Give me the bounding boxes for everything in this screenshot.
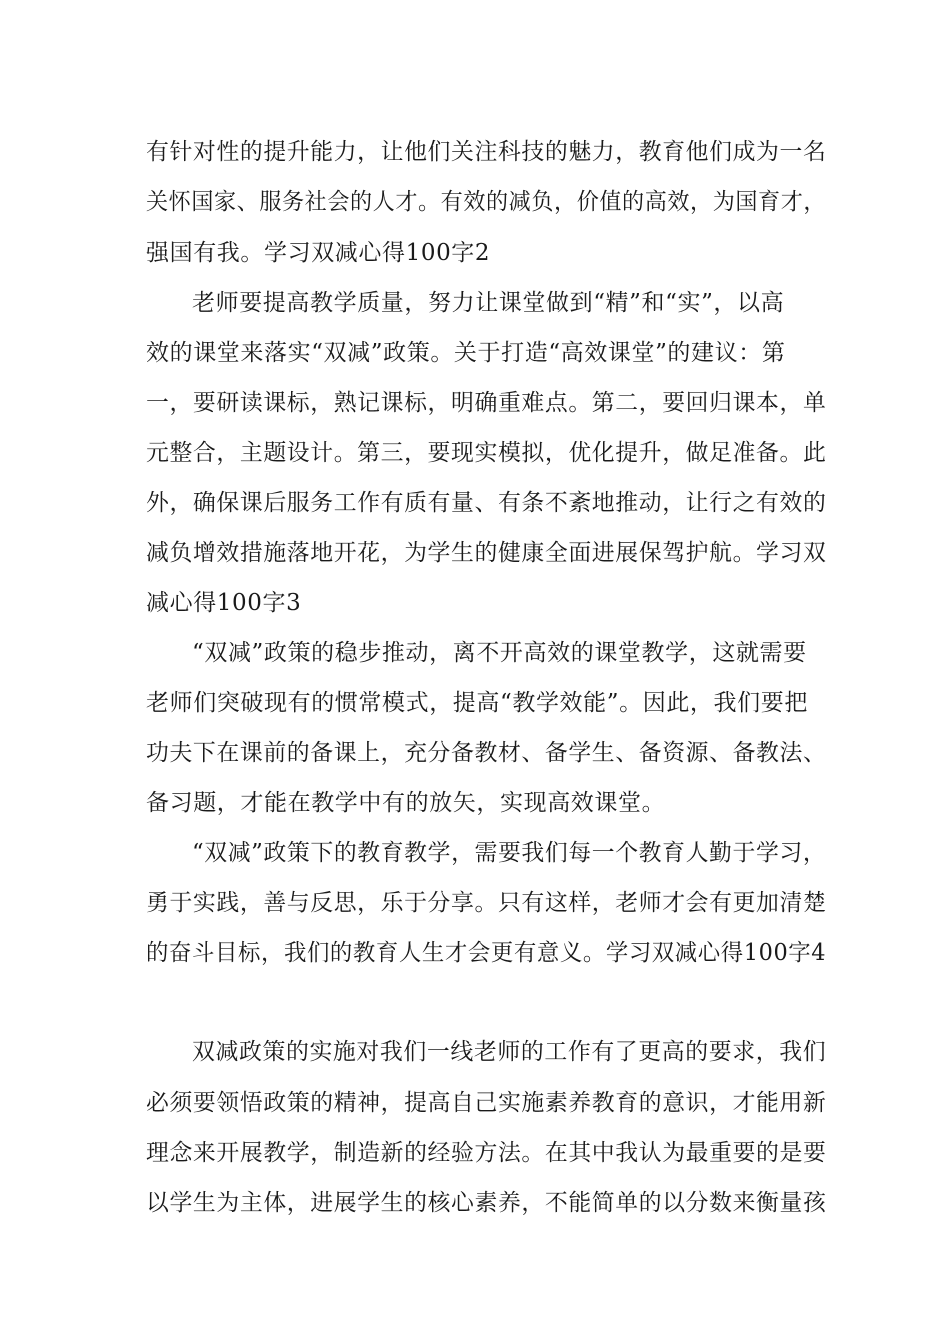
text-line: 理念来开展教学，制造新的经验方法。在其中我认为最重要的是要 <box>146 1140 827 1166</box>
text-line: 必须要领悟政策的精神，提高自己实施素养教育的意识，才能用新 <box>146 1090 827 1116</box>
text-line: 强国有我。学习双减心得100字2 <box>146 240 491 266</box>
text-line: 一，要研读课标，熟记课标，明确重难点。第二，要回归课本，单 <box>146 390 827 416</box>
text-line: “双减”政策下的教育教学，需要我们每一个教育人勤于学习， <box>192 840 827 866</box>
text-line: 减负增效措施落地开花，为学生的健康全面进展保驾护航。学习双 <box>146 540 827 566</box>
text-line: 减心得100字3 <box>146 590 302 616</box>
text-line: 的奋斗目标，我们的教育人生才会更有意义。学习双减心得100字4 <box>146 940 827 966</box>
text-line: 关怀国家、服务社会的人才。有效的减负，价值的高效，为国育才， <box>146 189 827 215</box>
text-line: 以学生为主体，进展学生的核心素养，不能简单的以分数来衡量孩 <box>146 1190 827 1216</box>
text-line: 老师们突破现有的惯常模式，提高“教学效能”。因此，我们要把 <box>146 690 808 716</box>
text-line: 效的课堂来落实“双减”政策。关于打造“高效课堂”的建议：第 <box>146 340 786 366</box>
text-line: “双减”政策的稳步推动，离不开高效的课堂教学，这就需要 <box>192 640 807 666</box>
text-line: 元整合，主题设计。第三，要现实模拟，优化提升，做足准备。此 <box>146 440 827 466</box>
text-line: 功夫下在课前的备课上，充分备教材、备学生、备资源、备教法、 <box>146 740 827 766</box>
text-line: 双减政策的实施对我们一线老师的工作有了更高的要求，我们 <box>192 1039 827 1065</box>
text-line: 备习题，才能在教学中有的放矢，实现高效课堂。 <box>146 790 666 816</box>
text-line: 外，确保课后服务工作有质有量、有条不紊地推动，让行之有效的 <box>146 490 827 516</box>
text-line: 老师要提高教学质量，努力让课堂做到“精”和“实”，以高 <box>192 290 785 316</box>
text-line: 有针对性的提升能力，让他们关注科技的魅力，教育他们成为一名 <box>146 139 827 165</box>
text-line: 勇于实践，善与反思，乐于分享。只有这样，老师才会有更加清楚 <box>146 890 827 916</box>
